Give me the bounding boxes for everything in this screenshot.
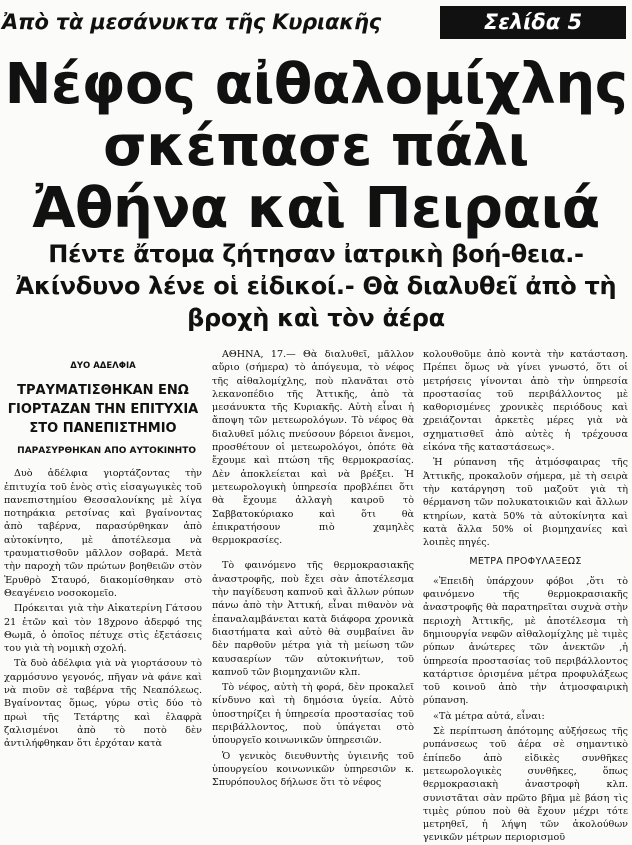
- paragraph: Τὸ νέφος, αὐτὴ τὴ φορά, δὲν προκαλεῖ κίνδυνο καὶ τὴ δημόσια ὑγεία. Αὐτὸ ὑποστηρίζει ἡ ὑπηρεσία προστασίας τοῦ περιβάλλοντος, ποὺ ὑπάγεται στὸ ὑπουργεῖο κοινωνικῶν ὑπηρεσιῶν.: [212, 682, 414, 747]
- paragraph: Τὰ δυὸ ἀδέλφια γιὰ νὰ γιορτάσουν τὸ χαρμόσυνο γεγονός, πῆγαν νὰ φάνε καὶ νὰ πιοῦν σὲ ταβέρνα τῆς Νεαπόλεως. Βγαίνοντας ὅμως, γύρω στὶς δύο τὸ πρωὶ τῆς Τετάρτης καὶ ἐλαφρὰ ζαλισμένοι ἀπὸ τὸ ποτὸ δὲν ἀντιλήφθηκαν ὅτι ἐρχόταν κατὰ: [4, 658, 202, 750]
- column-side-story: [4, 348, 202, 788]
- side-story-title: ΤΡΑΥΜΑΤΙΣΘΗΚΑΝ ΕΝΩ ΓΙΟΡΤΑΖΑΝ ΤΗΝ ΕΠΙΤΥΧΙΑ ΣΤΟ ΠΑΝΕΠΙΣΤΗΜΙΟ: [7, 383, 199, 437]
- subheadline: Πέντε ἄτομα ζήτησαν ἰατρικὴ βοή-θεια.- Ἀκίνδυνο λένε οἱ εἰδικοί.- Θὰ διαλυθεῖ ἀπὸ τὴ βροχὴ καὶ τὸν ἀέρα: [15, 240, 617, 332]
- paragraph: Σὲ περίπτωση ἀπότομης αὐξήσεως τῆς ρυπάνσεως τοῦ ἀέρα σὲ σημαντικὸ ἐπίπεδο ἀπὸ εἰδικὲς συνθῆκες μετεωρολογικὲς συνθῆκες, ὅπως θερμοκρασιακὴ ἀναστροφὴ κλπ. συνιστᾶται σὰν πρῶτο βῆμα μὲ βάση τὶς τιμὲς ρύπου ποὺ θὰ ἔχουν μέχρι τότε μετρηθεῖ, ἡ λήψη τῶν ἀκολούθων γενικῶν μέτρων περιορισμοῦ: [423, 726, 628, 844]
- main-headline: [0, 54, 632, 240]
- headline-line-1: Νέφος αἰθαλομίχλης: [4, 52, 628, 117]
- side-story-deck: ΠΑΡΑΣΥΡΘΗΚΑΝ ΑΠΟ ΑΥΤΟΚΙΝΗΤΟ: [17, 446, 196, 457]
- paragraph: ΑΘΗΝΑ, 17.— Θὰ διαλυθεῖ, μᾶλλον αὔριο (σήμερα) τὸ ἀπόγευμα, τὸ νέφος τῆς αἰθαλομίχλης, ποὺ πλανᾶται στὸ λεκανοπέδιο τῆς Ἀττικῆς, ἀπὸ τὰ μεσάνυκτα τῆς Κυριακῆς. Αὐτὴ εἶναι ἡ ἄποψη τῶν μετεωρολόγων. Τὸ νέφος θὰ διαλυθεῖ μόλις πνεύσουν βόρειοι ἄνεμοι, προσθέτουν οἱ μετεωρολόγοι, ὁπότε θὰ ἔχουμε καὶ πτώση τῆς θερμοκρασίας. Δὲν ἀποκλείεται καὶ νὰ βρέξει. Ἡ μετεωρολογικὴ ὑπηρεσία προβλέπει ὅτι θὰ ἔχουμε ἀλλαγὴ καιροῦ τὸ Σαββατοκύριακο καὶ ὅτι θὰ ἐπικρατήσουν πιὸ χαμηλὲς θερμοκρασίες.: [212, 349, 414, 547]
- paragraph: Πρόκειται γιὰ τὴν Αἰκατερίνη Γάτσου 21 ἐτῶν καὶ τὸν 18χρονο ἀδερφό της Θωμᾶ, ὁ ὁποῖος πέτυχε στὶς ἐξετάσεις του γιὰ τὴ νομικὴ σχολή.: [4, 603, 202, 655]
- paragraph: «Τὰ μέτρα αὐτά, εἶναι:: [433, 710, 545, 722]
- section-label: ΔΥΟ ΑΔΕΛΦΙΑ: [70, 361, 136, 371]
- paragraph: Ὁ γενικὸς διευθυντὴς ὑγιεινῆς τοῦ ὑπουργείου κοινωνικῶν ὑπηρεσιῶν κ. Σπυρόπουλος δήλωσε ὅτι τὸ νέφος: [212, 750, 414, 789]
- headline-line-2: σκέπασε πάλι: [103, 114, 529, 179]
- column-main-story-2: [423, 348, 628, 844]
- paragraph: Δυὸ ἀδέλφια γιορτάζοντας τὴν ἐπιτυχία τοῦ ἑνὸς στὶς εἰσαγωγικὲς τοῦ πανεπιστημίου Θεσσαλονίκης μὲ λίγα ποτηράκια ρετσίνας καὶ βγαίνοντας ἀπὸ ταβέρνα, παρασύρθηκαν ἀπὸ αὐτοκίνητο, μὲ ἀποτέλεσμα νὰ τραυματισθοῦν μᾶλλον σοβαρά. Μετὰ τὴν παροχὴ τῶν πρώτων βοηθειῶν στὸν Ἐρυθρὸ Σταυρό, διακομίσθηκαν στὸ Θεαγένειο νοσοκομεῖο.: [4, 468, 202, 599]
- paragraph: κολουθοῦμε ἀπὸ κοντὰ τὴν κατάσταση. Πρέπει ὅμως νὰ γίνει γνωστό, ὅτι οἱ μετρήσεις γίνονται ἀπὸ τὴν ὑπηρεσία προστασίας τοῦ περιβάλλοντος μὲ καθορισμένες χρονικὲς περιόδους καὶ χρειάζονται ἀρκετὲς μέρες γιὰ νὰ σχηματισθεῖ ἀπὸ αὐτὲς ἡ τρέχουσα εἰκόνα τῆς καταστάσεως».: [423, 349, 628, 454]
- paragraph: «Ἐπειδὴ ὑπάρχουν φόβοι ,ὅτι τὸ φαινόμενο τῆς θερμοκρασιακῆς ἀναστροφῆς θὰ παρατηρεῖται συχνὰ στὴν περιοχὴ Ἀττικῆς, μὲ ἀποτέλεσμα τὴ δημιουργία νεφῶν αἰθαλομίχλης μὲ τιμὲς ρύπων ἀνώτερες τῶν ἀνεκτῶν ,ἡ ὑπηρεσία προστασίας τοῦ περιβάλλοντος κατάρτισε ὁρισμένα μέτρα προφυλάξεως τοῦ κοινοῦ ἀπὸ τὴν ἀτμοσφαιρικὴ ρύπανση.: [423, 575, 628, 707]
- paragraph: Ἡ ρύπανση τῆς ἀτμόσφαιρας τῆς Ἀττικῆς, προκαλοῦν σήμερα, μὲ τὴ σειρὰ τὴν κατάργηση τοῦ μαζοῦτ γιὰ τὴ θέρμανση τῶν πολυκατοικιῶν καὶ ἄλλων κτηρίων, κατὰ 50% τὰ αὐτοκίνητα καὶ κατὰ ἄλλα 50% οἱ βιομηχανίες καὶ λοιπὲς πηγές.: [423, 457, 628, 549]
- page-number-badge: Σελίδα 5: [440, 6, 626, 39]
- headline-line-3: Ἀθήνα καὶ Πειραιά: [32, 176, 600, 241]
- paragraph: Τὸ φαινόμενο τῆς θερμοκρασιακῆς ἀναστροφῆς, ποὺ ἔχει σὰν ἀποτέλεσμα τὴν παγίδευση καπνοῦ καὶ ἄλλων ρύπων πάνω ἀπὸ τὴν Ἀττική, εἶναι πιθανὸν νὰ ἐπαναλαμβάνεται κατὰ διάφορα χρονικὰ διαστήματα καὶ αὐτὸ θὰ συμβαίνει ἂν δὲν παρθοῦν μέτρα γιὰ τὴ μείωση τῶν καυσαερίων τῶν αὐτοκινήτων, τοῦ καπνοῦ τῶν βιομηχανιῶν κλπ.: [212, 560, 414, 678]
- kicker-headline: Ἀπὸ τὰ μεσάνυκτα τῆς Κυριακῆς: [2, 10, 381, 34]
- section-heading: ΜΕΤΡΑ ΠΡΟΦΥΛΑΞΕΩΣ: [469, 556, 582, 568]
- column-main-story-1: [212, 348, 414, 788]
